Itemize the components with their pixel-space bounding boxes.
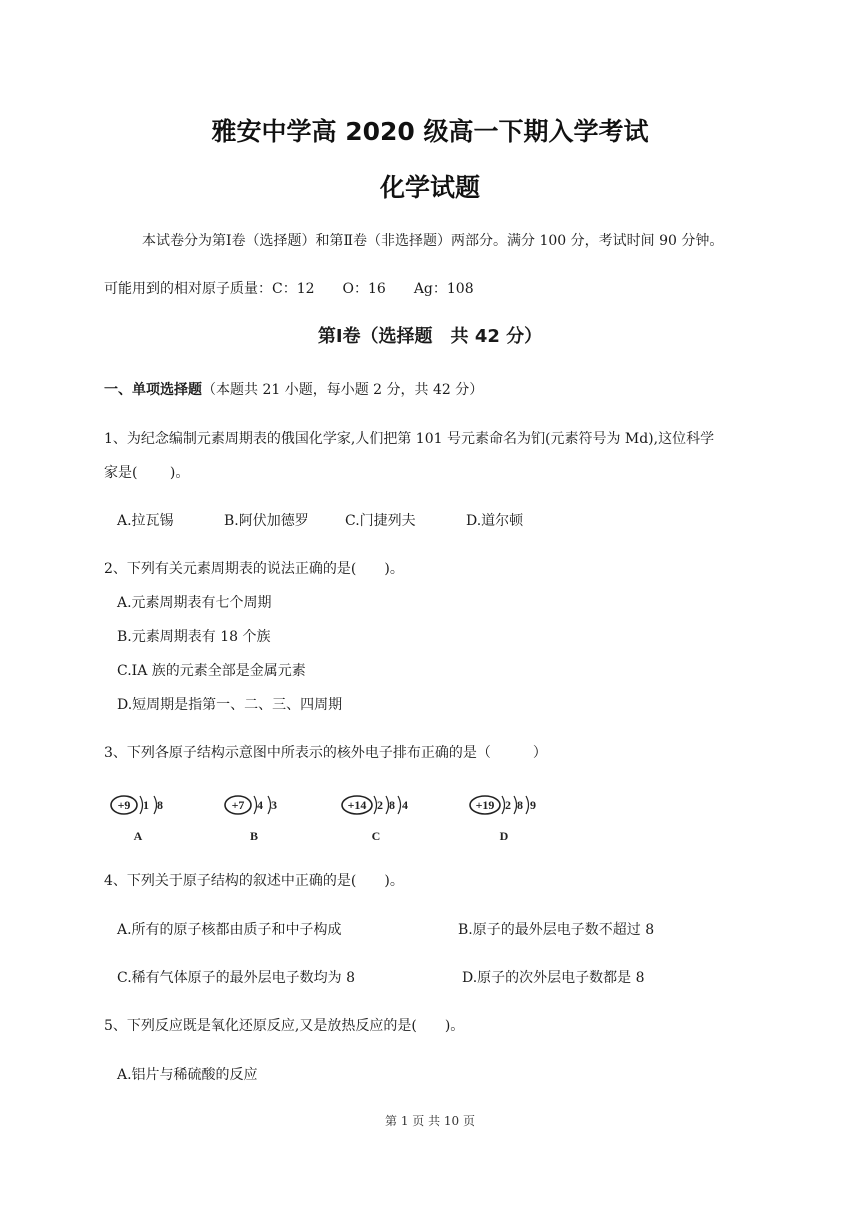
- diagram-label: B: [249, 829, 259, 843]
- intro-line-2: 可能用到的相对原子质量：C：12 O：16 Ag：108: [104, 281, 474, 297]
- question-4-option-a[interactable]: A.所有的原子核都由质子和中子构成: [117, 922, 342, 938]
- question-2-line-1: 2、下列有关元素周期表的说法正确的是( )。: [104, 561, 404, 577]
- exam-title: 雅安中学高 2020 级高一下期入学考试: [211, 117, 649, 146]
- atom-diagram-a[interactable]: [108, 792, 178, 848]
- shell-arc: [526, 796, 529, 814]
- question-1-option-b[interactable]: B.阿伏加德罗: [224, 513, 309, 529]
- part-note: （本题共 21 小题，每小题 2 分，共 42 分）: [202, 382, 484, 398]
- shell-arc: [398, 796, 401, 814]
- intro-line-1: 本试卷分为第Ⅰ卷（选择题）和第Ⅱ卷（非选择题）两部分。满分 100 分，考试时间 90 分钟。: [142, 233, 724, 249]
- nucleus-charge: +14: [347, 798, 367, 812]
- question-5-line-1: 5、下列反应既是氧化还原反应,又是放热反应的是( )。: [104, 1018, 465, 1034]
- part-heading: [104, 379, 483, 399]
- page-number: 第 1 页 共 10 页: [385, 1114, 475, 1128]
- question-4-option-d[interactable]: D.原子的次外层电子数都是 8: [462, 970, 645, 986]
- question-1-option-d[interactable]: D.道尔顿: [466, 513, 524, 529]
- atom-diagram-d-svg: [468, 792, 548, 844]
- question-1-option-c[interactable]: C.门捷列夫: [345, 513, 416, 529]
- question-2-option-b[interactable]: B.元素周期表有 18 个族: [117, 629, 271, 645]
- question-4-option-b[interactable]: B.原子的最外层电子数不超过 8: [458, 922, 655, 938]
- shell-electrons: 3: [271, 798, 277, 812]
- exam-subject: 化学试题: [379, 173, 480, 202]
- question-4-option-c[interactable]: C.稀有气体原子的最外层电子数均为 8: [117, 970, 356, 986]
- shell-electrons: 1: [143, 798, 149, 812]
- atom-diagram-c-svg: [340, 792, 420, 844]
- section-heading: 第Ⅰ卷（选择题 共 42 分）: [317, 326, 543, 347]
- nucleus-charge: +7: [231, 798, 245, 812]
- question-4-line-1: 4、下列关于原子结构的叙述中正确的是( )。: [104, 873, 404, 889]
- atom-diagram-b-svg: [222, 792, 292, 844]
- nucleus-charge: +9: [117, 798, 131, 812]
- shell-electrons: 4: [257, 798, 263, 812]
- question-5-option-a[interactable]: A.铝片与稀硫酸的反应: [117, 1067, 258, 1083]
- nucleus-charge: +19: [475, 798, 495, 812]
- question-3-line-1: 3、下列各原子结构示意图中所表示的核外电子排布正确的是（ ）: [104, 745, 547, 761]
- diagram-label: C: [371, 829, 381, 843]
- atom-diagram-d[interactable]: [468, 792, 548, 848]
- diagram-label: A: [133, 829, 143, 843]
- question-2-option-a[interactable]: A.元素周期表有七个周期: [117, 595, 272, 611]
- shell-electrons: 8: [389, 798, 395, 812]
- shell-electrons: 8: [157, 798, 163, 812]
- shell-electrons: 4: [402, 798, 408, 812]
- shell-electrons: 2: [377, 798, 383, 812]
- question-2-option-c[interactable]: C.ⅠA 族的元素全部是金属元素: [117, 663, 306, 679]
- question-1-option-a[interactable]: A.拉瓦锡: [117, 513, 174, 529]
- question-1-line-2: 家是( )。: [104, 465, 190, 481]
- shell-electrons: 8: [517, 798, 523, 812]
- part-label: 一、单项选择题: [104, 382, 202, 398]
- atom-diagram-b[interactable]: [222, 792, 292, 848]
- question-2-option-d[interactable]: D.短周期是指第一、二、三、四周期: [117, 697, 343, 713]
- atom-diagram-c[interactable]: [340, 792, 420, 848]
- atom-diagram-a-svg: [108, 792, 178, 844]
- question-1-line-1: 1、为纪念编制元素周期表的俄国化学家,人们把第 101 号元素命名为钔(元素符号为 Md),这位科学: [104, 431, 715, 447]
- shell-electrons: 2: [505, 798, 511, 812]
- shell-electrons: 9: [530, 798, 536, 812]
- diagram-label: D: [499, 829, 509, 843]
